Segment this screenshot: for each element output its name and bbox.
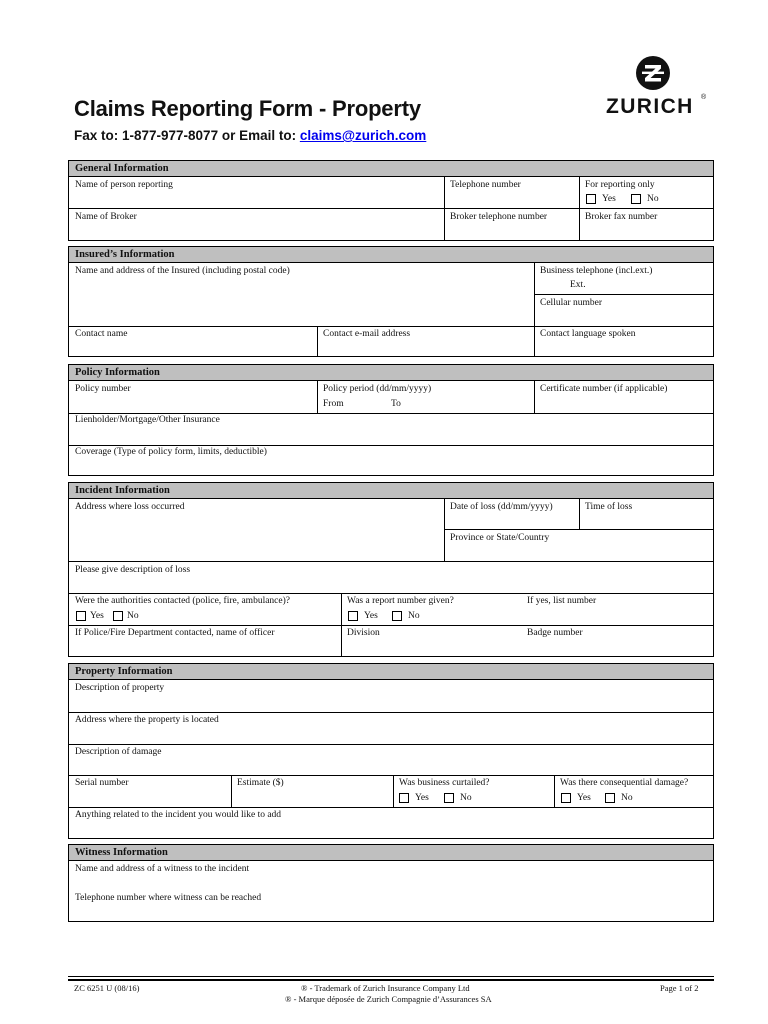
cellular-field[interactable]: Cellular number — [540, 298, 602, 308]
reporting-only-label: For reporting only — [585, 180, 655, 190]
footer-rule — [68, 976, 714, 977]
insured-information-header: Insured’s Information — [69, 247, 713, 263]
curtailed-yes-checkbox[interactable] — [399, 793, 409, 803]
consequential-no-label: No — [621, 793, 633, 803]
reporting-only-yes-checkbox[interactable] — [586, 194, 596, 204]
insured-information-section — [68, 246, 714, 357]
report-number-field[interactable]: If yes, list number — [527, 596, 597, 606]
incident-information-section — [68, 482, 714, 657]
form-title: Claims Reporting Form - Property — [74, 96, 421, 121]
reporting-only-no-checkbox[interactable] — [631, 194, 641, 204]
trademark-french: ® - Marque déposée de Zurich Compagnie d’Assurances SA — [285, 994, 492, 1004]
telephone-field[interactable]: Telephone number — [450, 180, 521, 190]
policy-to-field[interactable]: To — [391, 399, 401, 409]
logo-registered-mark: ® — [701, 94, 707, 101]
date-of-loss-field[interactable]: Date of loss (dd/mm/yyyy) — [450, 502, 553, 512]
estimate-field[interactable]: Estimate ($) — [237, 778, 284, 788]
property-information-section — [68, 663, 714, 839]
reporting-only-no-label: No — [647, 194, 659, 204]
lienholder-field[interactable]: Lienholder/Mortgage/Other Insurance — [75, 415, 220, 425]
consequential-damage-label: Was there consequential damage? — [560, 778, 689, 788]
contact-email-field[interactable]: Contact e-mail address — [323, 329, 411, 339]
incident-information-header: Incident Information — [69, 483, 713, 499]
serial-number-field[interactable]: Serial number — [75, 778, 129, 788]
curtailed-no-checkbox[interactable] — [444, 793, 454, 803]
policy-period-label: Policy period (dd/mm/yyyy) — [323, 384, 432, 394]
authorities-yes-checkbox[interactable] — [76, 611, 86, 621]
officer-name-field[interactable]: If Police/Fire Department contacted, name of officer — [75, 628, 275, 638]
witness-information-section — [68, 844, 714, 922]
consequential-yes-checkbox[interactable] — [561, 793, 571, 803]
province-field[interactable]: Province or State/Country — [450, 533, 550, 543]
badge-number-field[interactable]: Badge number — [527, 628, 583, 638]
report-given-yes-label: Yes — [364, 611, 378, 621]
loss-description-field[interactable]: Please give description of loss — [75, 565, 191, 575]
report-given-no-label: No — [408, 611, 420, 621]
witness-name-address-field[interactable]: Name and address of a witness to the incident — [75, 864, 250, 874]
contact-language-field[interactable]: Contact language spoken — [540, 329, 636, 339]
report-given-no-checkbox[interactable] — [392, 611, 402, 621]
authorities-yes-label: Yes — [90, 611, 104, 621]
coverage-field[interactable]: Coverage (Type of policy form, limits, deductible) — [75, 447, 267, 457]
curtailed-yes-label: Yes — [415, 793, 429, 803]
report-given-label: Was a report number given? — [347, 596, 454, 606]
witness-information-header: Witness Information — [69, 845, 713, 861]
zurich-logo-text: ZURICH — [606, 95, 694, 118]
insured-name-address-field[interactable]: Name and address of the Insured (including postal code) — [75, 266, 290, 276]
policy-information-header: Policy Information — [69, 365, 713, 381]
policy-information-section — [68, 364, 714, 476]
authorities-contacted-label: Were the authorities contacted (police, fire, ambulance)? — [75, 596, 290, 606]
trademark-english: ® - Trademark of Zurich Insurance Company Ltd — [301, 983, 470, 993]
broker-phone-field[interactable]: Broker telephone number — [450, 212, 548, 222]
email-link[interactable]: claims@zurich.com — [299, 128, 427, 143]
general-information-section — [68, 160, 714, 241]
authorities-no-checkbox[interactable] — [113, 611, 123, 621]
certificate-number-field[interactable]: Certificate number (if applicable) — [540, 384, 668, 394]
report-given-yes-checkbox[interactable] — [348, 611, 358, 621]
zurich-logo-icon — [636, 56, 670, 90]
reporting-only-yes-label: Yes — [602, 194, 616, 204]
witness-telephone-field[interactable]: Telephone number where witness can be reached — [75, 893, 262, 903]
person-reporting-field[interactable]: Name of person reporting — [75, 180, 173, 190]
policy-from-field[interactable]: From — [323, 399, 344, 409]
damage-description-field[interactable]: Description of damage — [75, 747, 162, 757]
policy-number-field[interactable]: Policy number — [75, 384, 131, 394]
fax-email-line — [74, 128, 426, 143]
consequential-yes-label: Yes — [577, 793, 591, 803]
business-phone-ext-label: Ext. — [570, 280, 586, 290]
division-field[interactable]: Division — [347, 628, 380, 638]
business-curtailed-label: Was business curtailed? — [399, 778, 490, 788]
authorities-no-label: No — [127, 611, 139, 621]
footer-rule-thick — [68, 979, 714, 981]
business-phone-field[interactable]: Business telephone (incl.ext.) — [540, 266, 653, 276]
additional-info-field[interactable]: Anything related to the incident you would like to add — [75, 810, 282, 820]
general-information-header: General Information — [69, 161, 713, 177]
contact-name-field[interactable]: Contact name — [75, 329, 128, 339]
page-number: Page 1 of 2 — [660, 983, 699, 993]
form-code: ZC 6251 U (08/16) — [74, 983, 140, 993]
broker-name-field[interactable]: Name of Broker — [75, 212, 137, 222]
broker-fax-field[interactable]: Broker fax number — [585, 212, 658, 222]
property-address-field[interactable]: Address where the property is located — [75, 715, 219, 725]
fax-text: Fax to: 1-877-977-8077 or Email to: — [74, 128, 300, 143]
curtailed-no-label: No — [460, 793, 472, 803]
consequential-no-checkbox[interactable] — [605, 793, 615, 803]
time-of-loss-field[interactable]: Time of loss — [585, 502, 633, 512]
property-description-field[interactable]: Description of property — [75, 683, 165, 693]
property-information-header: Property Information — [69, 664, 713, 680]
loss-address-field[interactable]: Address where loss occurred — [75, 502, 185, 512]
